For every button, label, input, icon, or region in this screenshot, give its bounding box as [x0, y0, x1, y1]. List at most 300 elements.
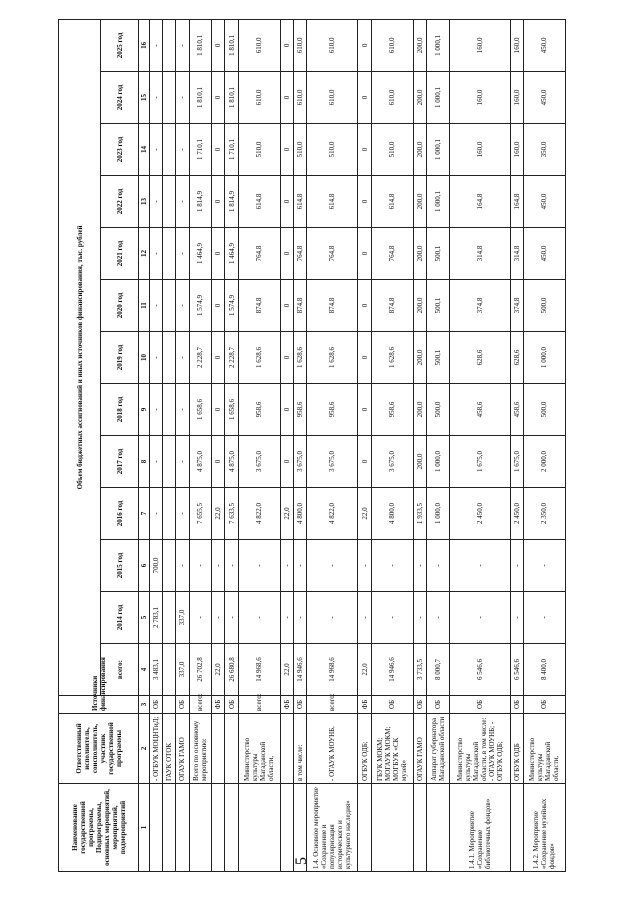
row-value: - [225, 592, 238, 644]
row-value: 14 946,6 [371, 644, 413, 696]
row-value: 160,0 [449, 124, 510, 176]
row-value: 874,8 [306, 280, 358, 332]
row-value: 614,8 [293, 176, 306, 228]
row-value [163, 384, 176, 436]
row-source: ОБ [510, 696, 523, 714]
row-value: 610,0 [306, 19, 358, 71]
row-value: 22,0 [358, 488, 371, 540]
column-index: 10 [139, 332, 150, 384]
row-value: 0 [358, 72, 371, 124]
row-value: 26 702,8 [189, 644, 212, 696]
row-value: 1 000,1 [426, 124, 449, 176]
column-index: 5 [139, 592, 150, 644]
row-value: 874,8 [371, 280, 413, 332]
row-value: 14 968,6 [306, 644, 358, 696]
row-value: 610,0 [293, 19, 306, 71]
table-row [150, 19, 163, 871]
row-value: 500,1 [426, 280, 449, 332]
row-value: 0 [212, 280, 225, 332]
row-name [510, 784, 523, 872]
row-value: 458,6 [510, 384, 523, 436]
row-value: 628,6 [510, 332, 523, 384]
row-value: 1 574,9 [225, 280, 238, 332]
header-year: 2020 год [101, 280, 139, 332]
row-value: 1 658,6 [225, 384, 238, 436]
row-value: 1 810,1 [189, 19, 212, 71]
row-value: - [358, 592, 371, 644]
row-value: - [150, 72, 163, 124]
row-name: 1.4.2. Мероприятие «Сохранение музейных фондов» [523, 784, 565, 872]
row-value: 26 680,8 [225, 644, 238, 696]
row-value: 200,0 [413, 280, 426, 332]
row-value: - [176, 176, 189, 228]
row-value [163, 592, 176, 644]
row-value: 1 628,6 [371, 332, 413, 384]
row-source: ОБ [371, 696, 413, 714]
row-value: 0 [358, 228, 371, 280]
row-value: 1 000,0 [426, 436, 449, 488]
row-source [163, 696, 176, 714]
row-executor: ОГБУК ОДБ [510, 714, 523, 784]
row-value: - [413, 592, 426, 644]
row-value: 510,0 [371, 124, 413, 176]
row-value: 2 783,1 [150, 592, 163, 644]
row-value: 6 546,6 [510, 644, 523, 696]
row-value: 610,0 [371, 19, 413, 71]
row-value: 3 675,0 [306, 436, 358, 488]
row-name [150, 784, 163, 872]
row-value: 314,8 [510, 228, 523, 280]
header-executor: Ответственный исполнитель, соисполнитель, участник государственной программы [59, 714, 139, 784]
column-index: 6 [139, 540, 150, 592]
row-value: - [150, 280, 163, 332]
row-value: 764,8 [293, 228, 306, 280]
row-source: ОБ [449, 696, 510, 714]
row-value: 0 [358, 124, 371, 176]
row-value: - [280, 592, 293, 644]
row-value: 0 [280, 19, 293, 71]
row-value: 1 000,1 [426, 19, 449, 71]
row-value: - [449, 592, 510, 644]
row-value: - [150, 384, 163, 436]
header-year: 2022 год [101, 176, 139, 228]
row-value: 1 810,1 [189, 72, 212, 124]
row-executor [280, 714, 293, 784]
row-value: 764,8 [371, 228, 413, 280]
row-value: 610,0 [306, 72, 358, 124]
row-value: - [212, 540, 225, 592]
row-value: 764,8 [306, 228, 358, 280]
row-value: - [150, 332, 163, 384]
row-value: 160,0 [449, 72, 510, 124]
row-value: 0 [358, 280, 371, 332]
header-year: 2023 год [101, 124, 139, 176]
row-value: 0 [358, 176, 371, 228]
table-row [306, 19, 358, 871]
column-index: 15 [139, 72, 150, 124]
row-value: - [523, 592, 565, 644]
header-year: 2019 год [101, 332, 139, 384]
row-value: - [449, 540, 510, 592]
row-value: - [176, 228, 189, 280]
table-row [523, 19, 565, 871]
column-index: 16 [139, 19, 150, 71]
row-value: 0 [358, 19, 371, 71]
row-value: 2 228,7 [225, 332, 238, 384]
table-row [163, 19, 176, 871]
row-value: 200,0 [413, 436, 426, 488]
row-value: - [293, 540, 306, 592]
row-executor: ОГАУК ГАМО [413, 714, 426, 784]
header-year: 2017 год [101, 436, 139, 488]
row-value: 500,0 [523, 384, 565, 436]
row-value: 1 574,9 [189, 280, 212, 332]
row-executor: - ОГБУК МОЦНТиД; [150, 714, 163, 784]
row-source: ОБ [176, 696, 189, 714]
row-value: 160,0 [449, 19, 510, 71]
row-value [163, 644, 176, 696]
header-source: Источники финансирования [59, 696, 139, 714]
header-year: 2024 год [101, 72, 139, 124]
row-value: - [176, 436, 189, 488]
rotated-table-wrapper [58, 20, 566, 872]
row-value: 500,1 [426, 332, 449, 384]
row-value: - [176, 332, 189, 384]
row-value: 2 228,7 [189, 332, 212, 384]
table-row [510, 19, 523, 871]
table-row [212, 19, 225, 871]
row-value: - [413, 540, 426, 592]
row-value: 3 675,0 [293, 436, 306, 488]
row-value: 200,0 [413, 384, 426, 436]
row-value: 1 658,6 [189, 384, 212, 436]
row-value: - [150, 488, 163, 540]
row-executor: ГБУК МОКМ; МОГАУК МОКМ; МОГБУК «СК музей» [371, 714, 413, 784]
row-value: 610,0 [371, 72, 413, 124]
row-value: - [176, 540, 189, 592]
row-value: 4 800,0 [371, 488, 413, 540]
row-value: 14 946,6 [293, 644, 306, 696]
row-value: 8 400,0 [523, 644, 565, 696]
row-source: ФБ [358, 696, 371, 714]
row-value: 4 875,0 [225, 436, 238, 488]
row-value: - [358, 540, 371, 592]
row-value [163, 72, 176, 124]
row-value: 1 000,1 [426, 176, 449, 228]
row-value: 3 483,1 [150, 644, 163, 696]
row-source: ФБ [212, 696, 225, 714]
row-value: 1 933,5 [413, 488, 426, 540]
row-value: 3 733,5 [413, 644, 426, 696]
row-source: ФБ [280, 696, 293, 714]
row-value [163, 436, 176, 488]
row-value: 628,6 [449, 332, 510, 384]
row-value: 1 628,6 [238, 332, 280, 384]
row-source: ОБ [293, 696, 306, 714]
row-executor: Министерство культуры Магаданской области, в том числе: - ОГАУК МОУНБ; - ОГБУК ОДБ; [449, 714, 510, 784]
row-value [163, 228, 176, 280]
row-value: 22,0 [280, 488, 293, 540]
row-value: 160,0 [510, 72, 523, 124]
row-value: 0 [212, 124, 225, 176]
row-value: 0 [212, 72, 225, 124]
column-index: 1 [139, 784, 150, 872]
row-value: 1 628,6 [293, 332, 306, 384]
row-value: 337,0 [176, 592, 189, 644]
row-value: 1 464,9 [225, 228, 238, 280]
row-value: 160,0 [510, 124, 523, 176]
row-value: 1 814,9 [189, 176, 212, 228]
column-index: 4 [139, 644, 150, 696]
row-executor: ГАУК ОТОК [163, 714, 176, 784]
row-value: 314,8 [449, 228, 510, 280]
row-value: 1 675,0 [449, 436, 510, 488]
column-index: 2 [139, 714, 150, 784]
row-value: 4 800,0 [293, 488, 306, 540]
row-value: - [280, 540, 293, 592]
row-executor: Министерство культуры Магаданской области, [238, 714, 280, 784]
row-name [426, 784, 449, 872]
row-value: 614,8 [238, 176, 280, 228]
row-value: 4 822,0 [306, 488, 358, 540]
row-value: 0 [280, 384, 293, 436]
row-value: - [150, 436, 163, 488]
row-value: 0 [280, 124, 293, 176]
row-value: 500,0 [523, 280, 565, 332]
row-value: - [426, 540, 449, 592]
header-funding: Объем бюджетных ассигнований и иных источников финансирования, тыс. рублей [59, 19, 101, 695]
row-value: 0 [212, 176, 225, 228]
row-value: 14 968,6 [238, 644, 280, 696]
row-value: 2 450,0 [510, 488, 523, 540]
row-value: 200,0 [413, 228, 426, 280]
row-value: 8 000,7 [426, 644, 449, 696]
header-year: 2015 год [101, 540, 139, 592]
row-value: 0 [212, 384, 225, 436]
row-executor [225, 714, 238, 784]
row-value: - [176, 124, 189, 176]
row-value: 1 810,1 [225, 72, 238, 124]
header-year: 2021 год [101, 228, 139, 280]
table-row [189, 19, 212, 871]
row-source: ОБ [413, 696, 426, 714]
row-value [163, 19, 176, 71]
row-value: 7 633,5 [225, 488, 238, 540]
row-value [163, 124, 176, 176]
row-value [163, 332, 176, 384]
row-value: - [238, 540, 280, 592]
row-source: ОБ [225, 696, 238, 714]
row-value: 374,8 [510, 280, 523, 332]
row-value: - [176, 384, 189, 436]
header-year: 2014 год [101, 592, 139, 644]
column-index: 9 [139, 384, 150, 436]
row-value: 200,0 [413, 332, 426, 384]
row-value: 4 822,0 [238, 488, 280, 540]
row-value: - [176, 72, 189, 124]
row-value: 958,6 [306, 384, 358, 436]
row-value: 0 [212, 19, 225, 71]
row-value: 958,6 [293, 384, 306, 436]
row-value: 0 [212, 228, 225, 280]
row-value: 0 [280, 436, 293, 488]
column-index: 3 [139, 696, 150, 714]
row-value: 1 710,1 [225, 124, 238, 176]
row-value: 4 875,0 [189, 436, 212, 488]
row-value: 0 [280, 332, 293, 384]
row-value: - [306, 540, 358, 592]
row-value: 958,6 [371, 384, 413, 436]
row-value: 500,0 [426, 384, 449, 436]
row-source: всего: [238, 696, 280, 714]
row-value: - [426, 592, 449, 644]
row-value: 0 [280, 280, 293, 332]
column-index: 13 [139, 176, 150, 228]
row-value: - [225, 540, 238, 592]
row-value: 450,0 [523, 19, 565, 71]
row-value: 337,0 [176, 644, 189, 696]
column-index: 7 [139, 488, 150, 540]
row-value: 614,8 [306, 176, 358, 228]
table-row [413, 19, 426, 871]
row-value: 0 [358, 384, 371, 436]
row-value: 500,1 [426, 228, 449, 280]
row-value: 22,0 [358, 644, 371, 696]
row-value: 450,0 [523, 176, 565, 228]
page-number: 5 [293, 857, 310, 865]
row-value: 374,8 [449, 280, 510, 332]
table-row [449, 19, 510, 871]
column-index: 11 [139, 280, 150, 332]
row-value: 458,6 [449, 384, 510, 436]
row-value: 614,8 [371, 176, 413, 228]
row-value: - [510, 592, 523, 644]
row-name: 1.4.1. Мероприятие «Сохранение библиотечных фондов» [449, 784, 510, 872]
row-executor: Всего по основному мероприятию: [189, 714, 212, 784]
row-value: 22,0 [212, 488, 225, 540]
row-value: 0 [358, 436, 371, 488]
row-value: - [176, 280, 189, 332]
row-value: 2 350,0 [523, 488, 565, 540]
row-value: 874,8 [293, 280, 306, 332]
row-value: - [523, 540, 565, 592]
row-value: - [176, 488, 189, 540]
row-value: - [371, 540, 413, 592]
row-value: - [189, 540, 212, 592]
row-name [371, 784, 413, 872]
row-executor [212, 714, 225, 784]
row-value: - [238, 592, 280, 644]
row-executor: - ОГАУК МОУНБ, [306, 714, 358, 784]
row-value: - [306, 592, 358, 644]
row-value: 1 810,1 [225, 19, 238, 71]
row-value: 200,0 [413, 124, 426, 176]
row-name [225, 784, 238, 872]
row-name [176, 784, 189, 872]
row-name [163, 784, 176, 872]
row-value: 0 [212, 332, 225, 384]
row-value: 200,0 [413, 176, 426, 228]
row-source: всего: [306, 696, 358, 714]
row-value: 22,0 [280, 644, 293, 696]
row-executor: в том числе: [293, 714, 306, 784]
row-value: 764,8 [238, 228, 280, 280]
row-value: 7 655,5 [189, 488, 212, 540]
table-row [358, 19, 371, 871]
row-name [293, 784, 306, 872]
row-value: 1 464,9 [189, 228, 212, 280]
row-value: 164,8 [510, 176, 523, 228]
table-row [293, 19, 306, 871]
column-index: 14 [139, 124, 150, 176]
row-value: 22,0 [212, 644, 225, 696]
row-value: 200,0 [413, 72, 426, 124]
column-index: 12 [139, 228, 150, 280]
row-value: - [150, 228, 163, 280]
row-value: 350,0 [523, 124, 565, 176]
row-source: ОБ [150, 696, 163, 714]
row-value: 1 000,1 [426, 72, 449, 124]
row-value [163, 540, 176, 592]
row-value: - [189, 592, 212, 644]
row-value: 1 710,1 [189, 124, 212, 176]
row-source: ОБ [426, 696, 449, 714]
header-year: 2018 год [101, 384, 139, 436]
row-value: - [150, 176, 163, 228]
header-total: всего: [101, 644, 139, 696]
row-value: 0 [358, 332, 371, 384]
row-value: 0 [280, 176, 293, 228]
row-name [238, 784, 280, 872]
table-row [238, 19, 280, 871]
row-name [358, 784, 371, 872]
row-value: - [150, 124, 163, 176]
row-value: - [371, 592, 413, 644]
row-value: 164,8 [449, 176, 510, 228]
row-value [163, 488, 176, 540]
row-value: - [176, 19, 189, 71]
row-name [280, 784, 293, 872]
row-executor: ОГБУК ОДБ; [358, 714, 371, 784]
header-year: 2016 год [101, 488, 139, 540]
row-name [189, 784, 212, 872]
table-row [225, 19, 238, 871]
row-value: 610,0 [238, 72, 280, 124]
row-value: - [293, 592, 306, 644]
row-value: 1 000,0 [523, 332, 565, 384]
row-value: 200,0 [413, 19, 426, 71]
row-value: 450,0 [523, 228, 565, 280]
row-value: 610,0 [238, 19, 280, 71]
row-name: 1.4. Основное мероприятие «Сохранение и популяризация исторического и культурного наследия» [306, 784, 358, 872]
row-value [163, 176, 176, 228]
row-value: 1 628,6 [306, 332, 358, 384]
header-name: Наименование государственной программы, Подпрограммы, основных мероприятий, мероприятий, подмероприятий [59, 784, 139, 872]
row-value: 510,0 [238, 124, 280, 176]
row-value: 3 675,0 [238, 436, 280, 488]
row-value: - [510, 540, 523, 592]
row-value [163, 280, 176, 332]
row-value: 510,0 [293, 124, 306, 176]
row-value: 958,6 [238, 384, 280, 436]
row-executor: ОГАУК ГАМО [176, 714, 189, 784]
row-value: 610,0 [293, 72, 306, 124]
row-executor: Аппарат губернатора Магаданской области [426, 714, 449, 784]
row-value: 6 546,6 [449, 644, 510, 696]
row-source: ОБ [523, 696, 565, 714]
row-value: - [150, 19, 163, 71]
row-value: 1 000,0 [426, 488, 449, 540]
